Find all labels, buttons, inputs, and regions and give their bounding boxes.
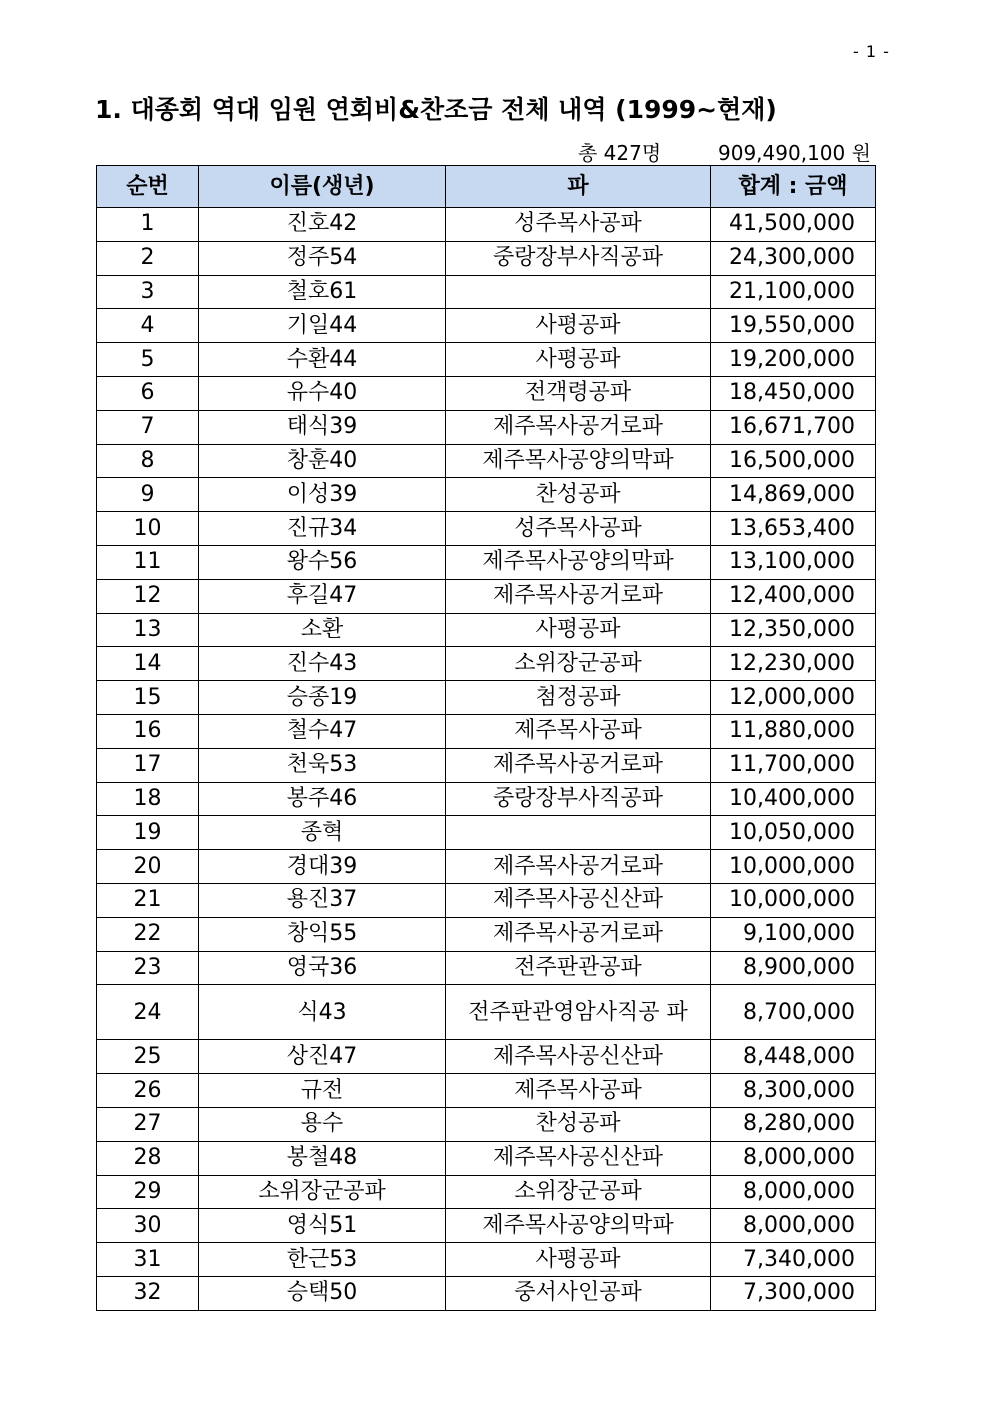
name-cell: 이성39: [199, 478, 446, 512]
table-row: [97, 309, 876, 343]
amount-cell: 10,000,000: [711, 883, 876, 917]
row-number-cell: 6: [97, 376, 199, 410]
table-row: [97, 444, 876, 478]
table-row: [97, 478, 876, 512]
pa-cell: 성주목사공파: [446, 512, 711, 546]
header-pa: 파: [446, 166, 711, 208]
name-cell: 진호42: [199, 208, 446, 242]
row-number-cell: 5: [97, 343, 199, 377]
amount-cell: 10,000,000: [711, 850, 876, 884]
table-row: [97, 1074, 876, 1108]
amount-cell: 41,500,000: [711, 208, 876, 242]
amount-cell: 16,671,700: [711, 410, 876, 444]
pa-cell: 제주목사공거로파: [446, 410, 711, 444]
table-header-row: [97, 166, 876, 208]
amount-cell: 8,900,000: [711, 951, 876, 985]
amount-cell: 8,300,000: [711, 1074, 876, 1108]
amount-cell: 8,448,000: [711, 1040, 876, 1074]
amount-cell: 13,100,000: [711, 545, 876, 579]
row-number-cell: 20: [97, 850, 199, 884]
pa-cell: 전주판관영암사직공 파: [446, 985, 711, 1040]
total-amount: 909,490,100 원: [718, 141, 871, 165]
table-row: [97, 985, 876, 1040]
pa-cell: 사평공파: [446, 1243, 711, 1277]
table-row: [97, 208, 876, 242]
pa-cell: [446, 816, 711, 850]
pa-cell: 제주목사공신산파: [446, 1141, 711, 1175]
table-row: [97, 951, 876, 985]
table-row: [97, 1175, 876, 1209]
amount-cell: 11,700,000: [711, 748, 876, 782]
amount-cell: 14,869,000: [711, 478, 876, 512]
table-row: [97, 241, 876, 275]
pa-cell: 사평공파: [446, 613, 711, 647]
pa-cell: 제주목사공신산파: [446, 883, 711, 917]
table-row: [97, 275, 876, 309]
table-row: [97, 613, 876, 647]
row-number-cell: 8: [97, 444, 199, 478]
name-cell: 기일44: [199, 309, 446, 343]
summary-line: [578, 137, 871, 166]
pa-cell: 찬성공파: [446, 478, 711, 512]
pa-cell: 제주목사공신산파: [446, 1040, 711, 1074]
row-number-cell: 11: [97, 545, 199, 579]
table-row: [97, 579, 876, 613]
row-number-cell: 10: [97, 512, 199, 546]
name-cell: 영식51: [199, 1209, 446, 1243]
table-row: [97, 883, 876, 917]
name-cell: 종혁: [199, 816, 446, 850]
name-cell: 태식39: [199, 410, 446, 444]
amount-cell: 12,400,000: [711, 579, 876, 613]
row-number-cell: 16: [97, 714, 199, 748]
pa-cell: 찬성공파: [446, 1107, 711, 1141]
row-number-cell: 4: [97, 309, 199, 343]
row-number-cell: 29: [97, 1175, 199, 1209]
amount-cell: 18,450,000: [711, 376, 876, 410]
table-body: [97, 208, 876, 1311]
row-number-cell: 28: [97, 1141, 199, 1175]
total-count: 총 427명: [578, 141, 662, 165]
row-number-cell: 30: [97, 1209, 199, 1243]
amount-cell: 19,550,000: [711, 309, 876, 343]
amount-cell: 8,000,000: [711, 1141, 876, 1175]
row-number-cell: 22: [97, 917, 199, 951]
pa-cell: 제주목사공파: [446, 714, 711, 748]
table-row: [97, 1209, 876, 1243]
name-cell: 봉철48: [199, 1141, 446, 1175]
table-row: [97, 681, 876, 715]
name-cell: 진규34: [199, 512, 446, 546]
amount-cell: 8,000,000: [711, 1175, 876, 1209]
amount-cell: 7,300,000: [711, 1276, 876, 1310]
name-cell: 정주54: [199, 241, 446, 275]
row-number-cell: 14: [97, 647, 199, 681]
name-cell: 유수40: [199, 376, 446, 410]
amount-cell: 19,200,000: [711, 343, 876, 377]
row-number-cell: 19: [97, 816, 199, 850]
name-cell: 용진37: [199, 883, 446, 917]
table-row: [97, 816, 876, 850]
name-cell: 진수43: [199, 647, 446, 681]
amount-cell: 16,500,000: [711, 444, 876, 478]
pa-cell: 사평공파: [446, 343, 711, 377]
pa-cell: [446, 275, 711, 309]
table-row: [97, 1107, 876, 1141]
table-row: [97, 917, 876, 951]
name-cell: 식43: [199, 985, 446, 1040]
row-number-cell: 17: [97, 748, 199, 782]
table-row: [97, 376, 876, 410]
header-amount: 합계 : 금액: [711, 166, 876, 208]
name-cell: 영국36: [199, 951, 446, 985]
row-number-cell: 31: [97, 1243, 199, 1277]
name-cell: 후길47: [199, 579, 446, 613]
row-number-cell: 9: [97, 478, 199, 512]
row-number-cell: 3: [97, 275, 199, 309]
name-cell: 상진47: [199, 1040, 446, 1074]
name-cell: 창익55: [199, 917, 446, 951]
pa-cell: 제주목사공거로파: [446, 579, 711, 613]
table-row: [97, 782, 876, 816]
amount-cell: 13,653,400: [711, 512, 876, 546]
amount-cell: 24,300,000: [711, 241, 876, 275]
amount-cell: 8,000,000: [711, 1209, 876, 1243]
table-row: [97, 410, 876, 444]
name-cell: 승종19: [199, 681, 446, 715]
pa-cell: 중랑장부사직공파: [446, 782, 711, 816]
table-row: [97, 1243, 876, 1277]
pa-cell: 제주목사공파: [446, 1074, 711, 1108]
name-cell: 철호61: [199, 275, 446, 309]
amount-cell: 10,400,000: [711, 782, 876, 816]
table-row: [97, 1141, 876, 1175]
name-cell: 규전: [199, 1074, 446, 1108]
pa-cell: 제주목사공거로파: [446, 850, 711, 884]
name-cell: 수환44: [199, 343, 446, 377]
name-cell: 창훈40: [199, 444, 446, 478]
header-name: 이름(생년): [199, 166, 446, 208]
name-cell: 왕수56: [199, 545, 446, 579]
name-cell: 경대39: [199, 850, 446, 884]
amount-cell: 8,700,000: [711, 985, 876, 1040]
amount-cell: 12,350,000: [711, 613, 876, 647]
table-row: [97, 647, 876, 681]
document-title: 1. 대종회 역대 임원 연회비&찬조금 전체 내역 (1999~현재): [95, 95, 777, 124]
table-row: [97, 512, 876, 546]
table-row: [97, 850, 876, 884]
name-cell: 용수: [199, 1107, 446, 1141]
table-row: [97, 1040, 876, 1074]
amount-cell: 8,280,000: [711, 1107, 876, 1141]
contributions-table: [96, 165, 876, 1311]
table-row: [97, 748, 876, 782]
name-cell: 철수47: [199, 714, 446, 748]
row-number-cell: 15: [97, 681, 199, 715]
pa-cell: 사평공파: [446, 309, 711, 343]
row-number-cell: 13: [97, 613, 199, 647]
row-number-cell: 24: [97, 985, 199, 1040]
name-cell: 한근53: [199, 1243, 446, 1277]
name-cell: 소위장군공파: [199, 1175, 446, 1209]
row-number-cell: 12: [97, 579, 199, 613]
amount-cell: 12,000,000: [711, 681, 876, 715]
amount-cell: 21,100,000: [711, 275, 876, 309]
amount-cell: 10,050,000: [711, 816, 876, 850]
row-number-cell: 2: [97, 241, 199, 275]
amount-cell: 9,100,000: [711, 917, 876, 951]
pa-cell: 첨정공파: [446, 681, 711, 715]
pa-cell: 제주목사공양의막파: [446, 1209, 711, 1243]
pa-cell: 소위장군공파: [446, 1175, 711, 1209]
pa-cell: 성주목사공파: [446, 208, 711, 242]
name-cell: 승택50: [199, 1276, 446, 1310]
table-row: [97, 545, 876, 579]
pa-cell: 제주목사공거로파: [446, 748, 711, 782]
row-number-cell: 26: [97, 1074, 199, 1108]
amount-cell: 12,230,000: [711, 647, 876, 681]
amount-cell: 11,880,000: [711, 714, 876, 748]
amount-cell: 7,340,000: [711, 1243, 876, 1277]
row-number-cell: 7: [97, 410, 199, 444]
name-cell: 소환: [199, 613, 446, 647]
row-number-cell: 32: [97, 1276, 199, 1310]
header-no: 순번: [97, 166, 199, 208]
name-cell: 봉주46: [199, 782, 446, 816]
row-number-cell: 25: [97, 1040, 199, 1074]
table-row: [97, 343, 876, 377]
row-number-cell: 27: [97, 1107, 199, 1141]
pa-cell: 제주목사공양의막파: [446, 444, 711, 478]
pa-cell: 제주목사공거로파: [446, 917, 711, 951]
pa-cell: 중랑장부사직공파: [446, 241, 711, 275]
table-row: [97, 714, 876, 748]
pa-cell: 제주목사공양의막파: [446, 545, 711, 579]
name-cell: 천욱53: [199, 748, 446, 782]
pa-cell: 전주판관공파: [446, 951, 711, 985]
table-row: [97, 1276, 876, 1310]
page-number: - 1 -: [853, 42, 890, 61]
row-number-cell: 1: [97, 208, 199, 242]
row-number-cell: 18: [97, 782, 199, 816]
pa-cell: 중서사인공파: [446, 1276, 711, 1310]
row-number-cell: 21: [97, 883, 199, 917]
pa-cell: 소위장군공파: [446, 647, 711, 681]
pa-cell: 전객령공파: [446, 376, 711, 410]
row-number-cell: 23: [97, 951, 199, 985]
